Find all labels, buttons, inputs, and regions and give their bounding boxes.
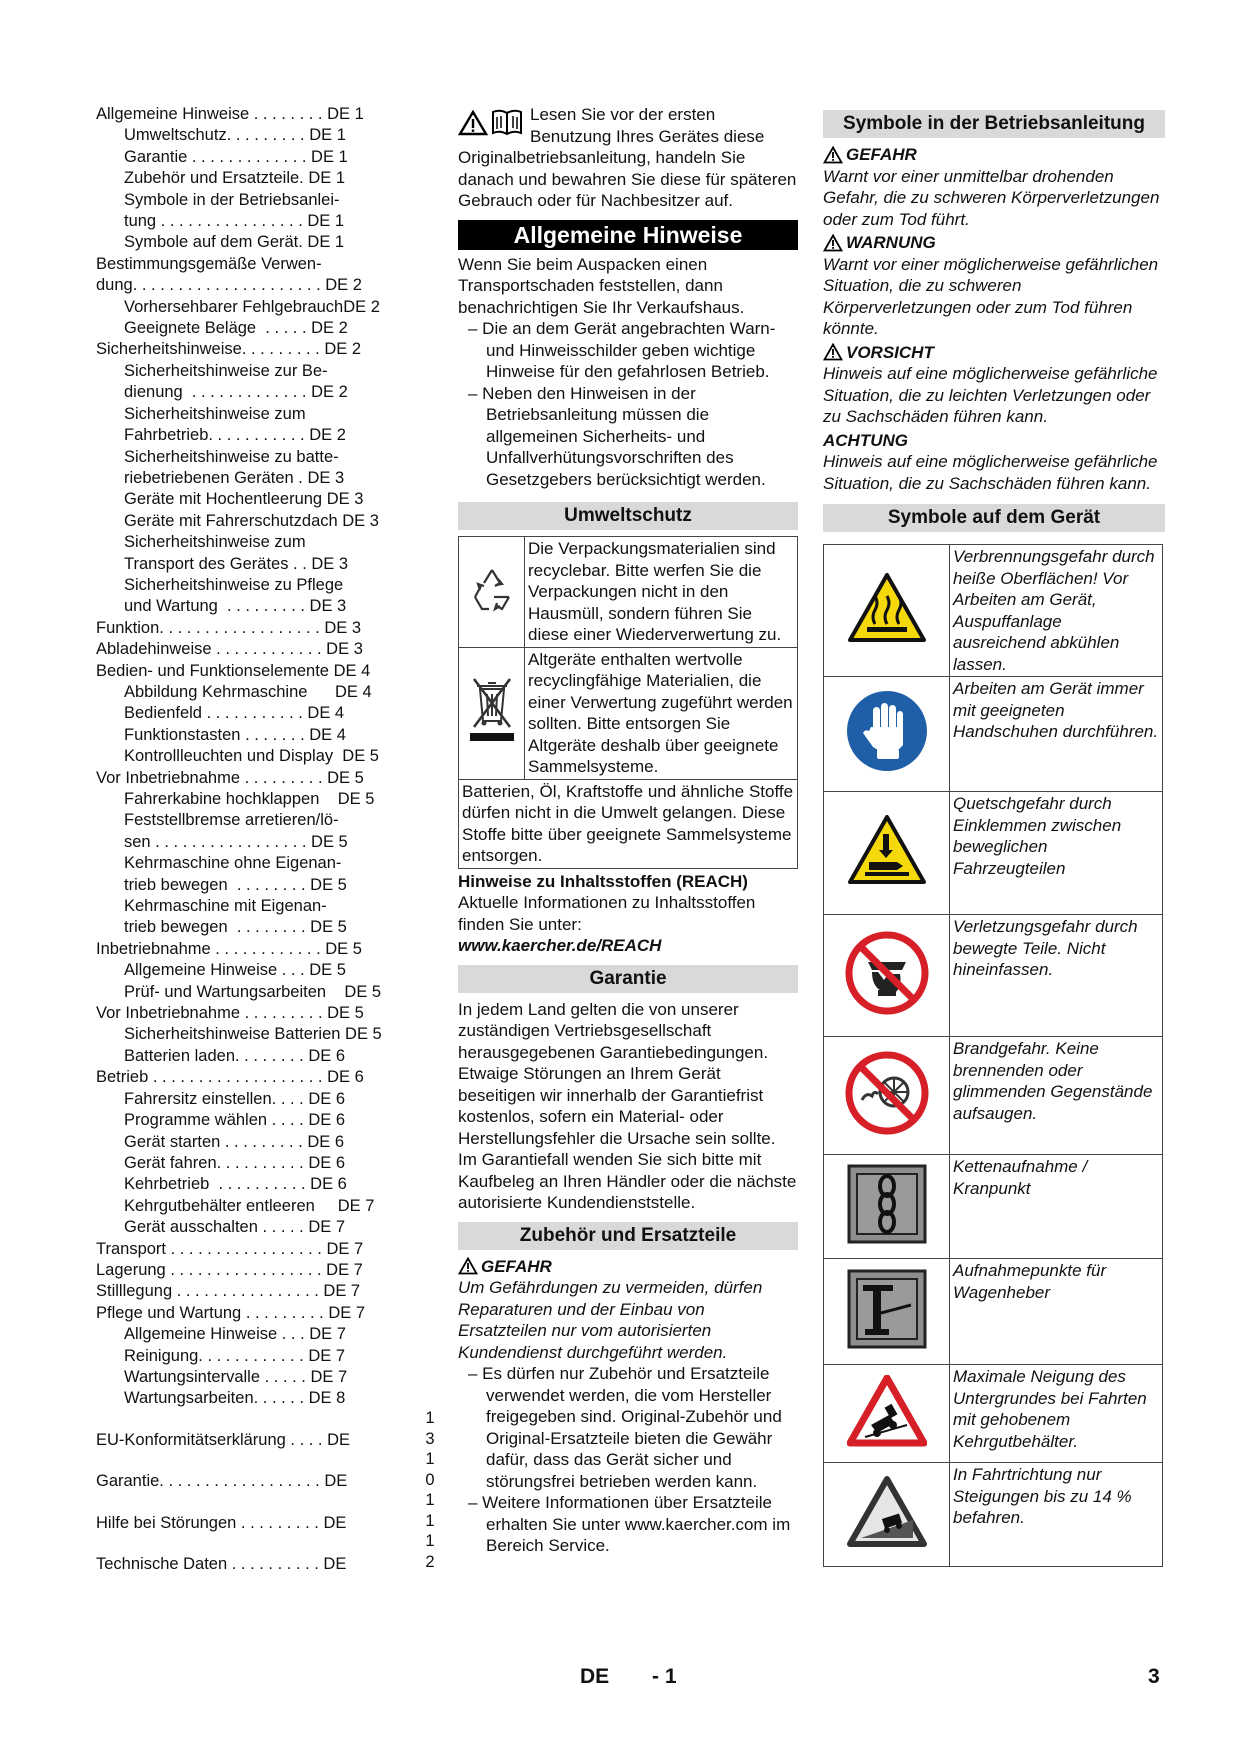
toc-entry[interactable]: sen . . . . . . . . . . . . . . . . . DE 5 <box>124 832 348 851</box>
recycling-icon <box>467 564 517 614</box>
warning-icon <box>823 234 843 252</box>
general-bullet: – Neben den Hinweisen in der Betriebsanleitung müssen die allgemeinen Sicherheits- und Unfallverhütungsvorschriften des Gesetzgebers berücksichtigt werden. <box>468 383 766 489</box>
toc-entry[interactable]: Gerät ausschalten . . . . . DE 7 <box>124 1218 346 1237</box>
toc-entry[interactable]: Vor Inbetriebnahme . . . . . . . . . DE 5 <box>96 1004 364 1023</box>
toc-entry[interactable]: Sicherheitshinweise zum <box>124 533 306 552</box>
page-digit: 1 <box>425 1511 435 1530</box>
footer-page-number: 3 <box>1148 1665 1160 1688</box>
reach-title: Hinweise zu Inhaltsstoffen (REACH) <box>458 871 748 891</box>
hazard-level-text: Hinweis auf eine möglicherweise gefährliche Situation, die zu leichten Verletzungen oder zu Sachschäden führen kann. <box>823 364 1158 426</box>
table-row <box>824 1155 1163 1259</box>
section-title-warranty: Garantie <box>458 965 798 993</box>
crossed-bin-icon <box>468 675 516 745</box>
intro <box>458 104 798 212</box>
danger-heading <box>458 1256 798 1278</box>
page-digit: 1 <box>425 1532 435 1550</box>
toc-entry[interactable]: Abladehinweise . . . . . . . . . . . . DE 3 <box>96 640 363 659</box>
table-cell <box>459 537 525 648</box>
chain-crane-point-icon <box>847 1164 927 1244</box>
section-title-environment: Umweltschutz <box>458 502 798 530</box>
table-cell <box>824 915 950 1037</box>
symbol-text: In Fahrtrichtung nur Steigungen bis zu 14 % befahren. <box>950 1463 1163 1567</box>
table-cell <box>824 1463 950 1567</box>
toc-entry[interactable]: Feststellbremse arretieren/lö- <box>124 811 339 830</box>
column-right <box>823 110 1165 1567</box>
danger-label: GEFAHR <box>481 1256 552 1276</box>
toc-entry[interactable]: Kehrbetrieb . . . . . . . . . . DE 6 <box>124 1175 347 1194</box>
accessory-bullet: – Weitere Informationen über Ersatzteile erhalten Sie unter www.kaercher.com im Bereich Service. <box>468 1493 791 1555</box>
toc-entry[interactable]: Gerät fahren. . . . . . . . . . DE 6 <box>124 1153 346 1172</box>
table-row <box>824 677 1163 792</box>
environment-table <box>458 536 798 869</box>
toc-entry[interactable]: Allgemeine Hinweise . . . DE 5 <box>124 961 346 980</box>
table-cell <box>824 1365 950 1463</box>
warning-icon <box>823 146 843 164</box>
toc-entry[interactable]: Inbetriebnahme . . . . . . . . . . . . DE 5 <box>96 939 362 958</box>
table-row <box>824 1463 1163 1567</box>
reach-text: Aktuelle Informationen zu Inhaltsstoffen finden Sie unter: <box>458 893 756 934</box>
page-digit: 3 <box>425 1429 435 1448</box>
env-text-batteries: Batterien, Öl, Kraftstoffe und ähnliche Stoffe dürfen nicht in die Umwelt gelangen. Diese Stoffe bitte über geeignete Sammelsysteme entsorgen. <box>459 779 798 868</box>
toc-entry[interactable]: trieb bewegen . . . . . . . . DE 5 <box>124 875 347 894</box>
hazard-level-label: WARNUNG <box>846 233 936 252</box>
intro-text: Lesen Sie vor der ersten Benutzung Ihres Gerätes diese Originalbetriebsanleitung, handeln Sie danach und bewahren Sie diese für späteren Gebrauch oder für Nachbesitzer auf. <box>458 105 797 210</box>
table-cell <box>824 1259 950 1365</box>
toc-entry[interactable]: Fahrerkabine hochklappen DE 5 <box>124 790 375 808</box>
table-cell <box>824 677 950 792</box>
toc-entry[interactable]: Abbildung Kehrmaschine DE 4 <box>124 682 372 701</box>
hazard-level-label: ACHTUNG <box>823 430 908 450</box>
crush-hazard-icon <box>847 814 927 886</box>
toc-entry[interactable]: Umweltschutz. . . . . . . . . DE 1 <box>124 126 346 145</box>
table-of-contents <box>96 104 466 1575</box>
toc-entry[interactable]: EU-Konformitätserklärung . . . . DE <box>96 1430 351 1449</box>
toc-entry[interactable]: Transport . . . . . . . . . . . . . . . . . DE 7 <box>96 1239 364 1258</box>
wear-gloves-icon <box>845 689 929 773</box>
symbol-text: Maximale Neigung des Untergrundes bei Fahrten mit gehobenem Kehrgutbehälter. <box>950 1365 1163 1463</box>
toc-entry[interactable]: Sicherheitshinweise zum <box>124 404 306 423</box>
section-title-manual-symbols: Symbole in der Betriebsanleitung <box>823 110 1165 138</box>
toc-entry[interactable]: Geräte mit Fahrerschutzdach DE 3 <box>124 511 379 530</box>
toc-entry[interactable]: Sicherheitshinweise zu Pflege <box>124 575 344 594</box>
toc-entry[interactable]: Programme wählen . . . . DE 6 <box>124 1111 346 1130</box>
env-text-packaging: Die Verpackungsmaterialien sind recyclebar. Bitte werfen Sie die Verpackungen nicht in den Hausmüll, sondern führen Sie diese einer Wiederverwertung zu. <box>525 537 798 648</box>
hazard-level-heading <box>823 430 1165 452</box>
table-cell <box>824 545 950 677</box>
toc-entry[interactable]: dung. . . . . . . . . . . . . . . . . . . . . DE 2 <box>96 276 362 295</box>
toc-entry[interactable]: Hilfe bei Störungen . . . . . . . . . DE <box>96 1513 347 1532</box>
toc-entry[interactable]: Fahrbetrieb. . . . . . . . . . . DE 2 <box>124 426 346 445</box>
hazard-level-heading <box>823 342 1165 364</box>
toc-entry[interactable]: Kehrmaschine mit Eigenan- <box>124 897 327 916</box>
table-row <box>459 537 798 648</box>
no-reach-in-icon <box>844 930 930 1016</box>
hazard-level-text: Warnt vor einer unmittelbar drohenden Gefahr, die zu schweren Körperverletzungen oder zum Tod führt. <box>823 166 1160 229</box>
general-text: Wenn Sie beim Auspacken einen Transportschaden feststellen, dann benachrichtigen Sie Ihr Verkaufshaus. <box>458 254 745 317</box>
toc-entry[interactable]: Sicherheitshinweise Batterien DE 5 <box>124 1025 382 1044</box>
symbol-text: Kettenaufnahme / Kranpunkt <box>950 1155 1163 1259</box>
table-row <box>824 545 1163 677</box>
toc-entry[interactable]: Bestimmungsgemäße Verwen- <box>96 254 322 273</box>
toc-entry[interactable]: Sicherheitshinweise zu batte- <box>124 447 339 466</box>
accessory-bullet: – Es dürfen nur Zubehör und Ersatzteile verwendet werden, die vom Hersteller freigegeben sind. Original-Zubehör und Original-Ersatzteile bieten die Gewähr dafür, dass das Gerät sicher und störungsfrei betrieben werden kann. <box>468 1364 782 1491</box>
toc-entry[interactable]: Vor Inbetriebnahme . . . . . . . . . DE 5 <box>96 768 364 787</box>
section-title-device-symbols: Symbole auf dem Gerät <box>823 504 1165 532</box>
table-row <box>824 1365 1163 1463</box>
tilt-hazard-icon <box>847 1375 927 1447</box>
footer-language: DE <box>580 1665 610 1688</box>
symbol-text: Aufnahmepunkte für Wagenheber <box>950 1259 1163 1365</box>
toc-entry[interactable]: Allgemeine Hinweise . . . DE 7 <box>124 1325 346 1344</box>
toc-entry[interactable]: Funktionstasten . . . . . . . DE 4 <box>124 725 346 744</box>
toc-entry[interactable]: Bedien- und Funktionselemente DE 4 <box>96 661 371 680</box>
table-row <box>824 1259 1163 1365</box>
toc-entry[interactable]: Garantie. . . . . . . . . . . . . . . . . . DE <box>96 1472 348 1491</box>
intro-icons <box>458 108 524 136</box>
toc-entry[interactable]: dienung . . . . . . . . . . . . . DE 2 <box>124 383 348 402</box>
toc-entry[interactable]: Vorhersehbarer FehlgebrauchDE 2 <box>124 297 380 316</box>
hazard-level-text: Hinweis auf eine möglicherweise gefährliche Situation, die zu Sachschäden führen kann. <box>823 452 1158 493</box>
toc-entry[interactable]: tung . . . . . . . . . . . . . . . . DE 1 <box>124 212 345 231</box>
table-cell <box>459 647 525 779</box>
toc-entry[interactable]: Lagerung . . . . . . . . . . . . . . . . . DE 7 <box>96 1260 363 1279</box>
table-row <box>824 1037 1163 1155</box>
hazard-level-label: VORSICHT <box>846 342 934 362</box>
device-symbols-table <box>823 544 1163 1567</box>
hazard-level-heading <box>823 144 1165 166</box>
toc-entry[interactable]: Sicherheitshinweise. . . . . . . . . DE 2 <box>96 340 362 359</box>
toc-entry[interactable]: Kehrmaschine ohne Eigenan- <box>124 854 342 873</box>
table-row <box>824 915 1163 1037</box>
page-number-column <box>420 1408 440 1572</box>
symbol-text: Verbrennungsgefahr durch heiße Oberflächen! Vor Arbeiten am Gerät, Auspuffanlage ausreichend abkühlen lassen. <box>950 545 1163 677</box>
hazard-level-text: Warnt vor einer möglicherweise gefährlichen Situation, die zu schweren Körperverletzungen oder zum Tod führen könnte. <box>823 254 1159 338</box>
toc-entry[interactable]: Zubehör und Ersatzteile. DE 1 <box>124 169 346 188</box>
toc-entry[interactable]: Prüf- und Wartungsarbeiten DE 5 <box>124 982 382 1001</box>
symbol-text: Arbeiten am Gerät immer mit geeigneten Handschuhen durchführen. <box>950 677 1163 792</box>
table-row <box>824 792 1163 915</box>
page-digit: 2 <box>425 1552 435 1571</box>
page-digit: 1 <box>425 1409 435 1427</box>
env-text-old-devices: Altgeräte enthalten wertvolle recyclingfähige Materialien, die einer Verwertung zugeführt werden sollten. Bitte entsorgen Sie Altgeräte deshalb über geeignete Sammelsysteme. <box>525 647 798 779</box>
warning-icon <box>458 110 488 136</box>
slope-limit-icon <box>847 1476 927 1548</box>
table-cell <box>824 1155 950 1259</box>
table-cell <box>824 1037 950 1155</box>
toc-entry[interactable]: Sicherheitshinweise zur Be- <box>124 361 328 380</box>
table-cell <box>824 792 950 915</box>
toc-entry[interactable]: Garantie . . . . . . . . . . . . . DE 1 <box>124 147 348 166</box>
table-row <box>459 647 798 779</box>
page-digit: 1 <box>425 1491 435 1509</box>
page-digit: 1 <box>425 1450 435 1468</box>
jack-point-icon <box>847 1269 927 1349</box>
toc-entry[interactable]: trieb bewegen . . . . . . . . DE 5 <box>124 918 347 937</box>
section-title-accessories: Zubehör und Ersatzteile <box>458 1222 798 1250</box>
manual-book-icon <box>490 108 524 136</box>
toc-entry[interactable]: und Wartung . . . . . . . . . DE 3 <box>124 597 347 616</box>
toc-entry[interactable]: Technische Daten . . . . . . . . . . DE <box>96 1555 347 1573</box>
general-bullet: – Die an dem Gerät angebrachten Warn- und Hinweisschilder geben wichtige Hinweise für den gefahrlosen Betrieb. <box>468 319 776 381</box>
toc-entry[interactable]: Wartungsarbeiten. . . . . . DE 8 <box>124 1389 346 1408</box>
toc-entry[interactable]: Bedienfeld . . . . . . . . . . . DE 4 <box>124 704 345 723</box>
symbol-text: Verletzungsgefahr durch bewegte Teile. Nicht hineinfassen. <box>950 915 1163 1037</box>
toc-entry[interactable]: Fahrersitz einstellen. . . . DE 6 <box>124 1089 346 1108</box>
reach-link[interactable]: www.kaercher.de/REACH <box>458 936 662 955</box>
toc-entry[interactable]: Pflege und Wartung . . . . . . . . . DE 7 <box>96 1303 366 1322</box>
warranty-text: In jedem Land gelten die von unserer zuständigen Vertriebsgesellschaft herausgegebenen Garantiebedingungen. Etwaige Störungen an Ihrem Gerät beseitigen wir innerhalb der Garantiefrist kostenlos, sofern ein Material- oder Herstellungsfehler die Ursache sein sollte. Im Garantiefall wenden Sie sich bitte mit Kaufbeleg an Ihren Händler oder die nächste autorisierte Kundendienststelle. <box>458 999 797 1212</box>
column-middle <box>458 104 798 1557</box>
toc-entry[interactable]: Geeignete Beläge . . . . . DE 2 <box>124 319 348 338</box>
footer-section-number: - 1 <box>652 1665 677 1688</box>
toc-entry[interactable]: Kehrgutbehälter entleeren DE 7 <box>124 1196 375 1215</box>
toc-entry[interactable]: Stilllegung . . . . . . . . . . . . . . . . DE 7 <box>96 1282 361 1301</box>
toc-entry[interactable]: Symbole in der Betriebsanlei- <box>124 190 340 209</box>
symbol-text: Brandgefahr. Keine brennenden oder glimmenden Gegenstände aufsaugen. <box>950 1037 1163 1155</box>
no-burning-objects-icon <box>844 1050 930 1136</box>
section-title-general: Allgemeine Hinweise <box>458 220 798 250</box>
toc-entry[interactable]: Symbole auf dem Gerät. DE 1 <box>124 233 345 252</box>
warning-icon <box>823 343 843 361</box>
toc-entry[interactable]: Batterien laden. . . . . . . . DE 6 <box>124 1046 346 1065</box>
danger-text: Um Gefährdungen zu vermeiden, dürfen Reparaturen und der Einbau von Ersatzteilen nur vom autorisierten Kundendienst durchgeführt werden. <box>458 1278 763 1362</box>
toc-entry[interactable]: Funktion. . . . . . . . . . . . . . . . . . DE 3 <box>96 618 361 637</box>
hazard-level-heading <box>823 232 1165 254</box>
toc-entry[interactable]: Geräte mit Hochentleerung DE 3 <box>124 490 364 509</box>
toc-entry[interactable]: Transport des Gerätes . . DE 3 <box>124 554 349 573</box>
page-digit: 0 <box>425 1470 435 1489</box>
hazard-level-label: GEFAHR <box>846 145 917 164</box>
toc-entry[interactable]: Betrieb . . . . . . . . . . . . . . . . . . . DE 6 <box>96 1068 364 1087</box>
hazard-levels <box>823 144 1165 494</box>
table-row <box>459 779 798 868</box>
toc-entry[interactable]: Gerät starten . . . . . . . . . DE 6 <box>124 1132 345 1151</box>
hot-surface-warning-icon <box>847 572 927 644</box>
warning-icon <box>458 1257 478 1275</box>
toc-entry[interactable]: Allgemeine Hinweise . . . . . . . . DE 1 <box>96 105 364 123</box>
toc-entry[interactable]: Kontrollleuchten und Display DE 5 <box>124 747 379 766</box>
toc-entry[interactable]: riebetriebenen Geräten . DE 3 <box>124 468 345 487</box>
symbol-text: Quetschgefahr durch Einklemmen zwischen beweglichen Fahrzeugteilen <box>950 792 1163 915</box>
toc-entry[interactable]: Reinigung. . . . . . . . . . . . DE 7 <box>124 1346 346 1365</box>
toc-entry[interactable]: Wartungsintervalle . . . . . DE 7 <box>124 1367 348 1386</box>
